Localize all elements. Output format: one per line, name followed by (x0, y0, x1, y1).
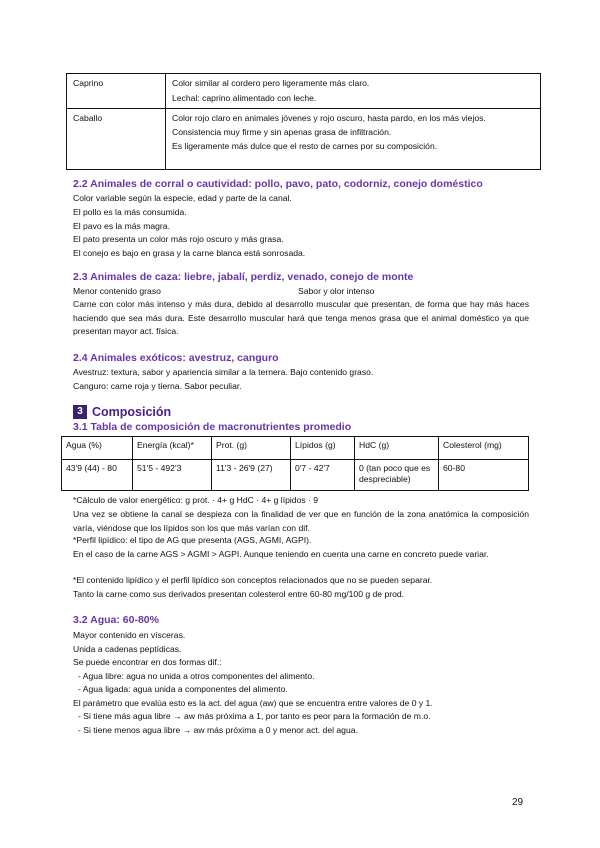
list-item: - Agua ligada: agua unida a componentes del alimento. (78, 684, 288, 694)
description-line: Es ligeramente más dulce que el resto de carnes por su composición. (172, 141, 438, 151)
description-line: Color rojo claro en animales jóvenes y rojo oscuro, hasta pardo, en los más viejos. (172, 113, 486, 123)
table-header-cell: Lípidos (g) (291, 437, 355, 460)
text-line: Avestruz: textura, sabor y apariencia similar a la ternera. Bajo contenido graso. (73, 367, 374, 377)
table-cell-description (166, 109, 541, 170)
table-cell-description (166, 74, 541, 109)
page-number: 29 (512, 797, 524, 808)
table-cell: 11'3 - 26'9 (27) (212, 460, 291, 491)
table-row (67, 109, 541, 170)
table-cell-animal: Caballo (67, 109, 166, 170)
note-line: *Cálculo de valor energético: g prot. · 4+ g HdC · 4+ g lípidos · 9 (73, 495, 319, 505)
text-line: Color variable según la especie, edad y parte de la canal. (73, 193, 292, 203)
text-line-right-column: Sabor y olor intenso (298, 286, 375, 296)
table-header-cell: Energía (kcal)* (133, 437, 212, 460)
section-2-4-heading: 2.4 Animales exóticos: avestruz, canguro (73, 352, 279, 364)
table-cell: 0 (tan poco que es despreciable) (355, 460, 439, 491)
table-cell: 51'5 - 492'3 (133, 460, 212, 491)
text-line-left-column: Menor contenido graso (73, 286, 161, 296)
note-line: Tanto la carne como sus derivados presentan colesterol entre 60-80 mg/100 g de prod. (73, 589, 405, 599)
paragraph: En el caso de la carne AGS > AGMI > AGPI. Aunque teniendo en cuenta una carne en concreto puede variar. (73, 549, 489, 559)
note-line: *El contenido lipídico y el perfil lipídico son conceptos relacionados que no se pueden separar. (73, 575, 433, 585)
list-item: - Si tiene más agua libre → aw más próxima a 1, por tanto es peor para la formación de m.o. (78, 711, 431, 721)
section-number-badge: 3 (73, 405, 87, 419)
table-header-cell: Colesterol (mg) (439, 437, 529, 460)
description-line: Color similar al cordero pero ligeramente más claro. (172, 78, 370, 88)
table-header-cell: Prot. (g) (212, 437, 291, 460)
section-3-2-heading: 3.2 Agua: 60-80% (73, 614, 159, 626)
description-line: Consistencia muy firme y sin apenas grasa de infiltración. (172, 127, 392, 137)
list-item: - Agua libre: agua no unida a otros componentes del alimento. (78, 671, 315, 681)
table-header-cell: HdC (g) (355, 437, 439, 460)
section-title: Composición (92, 405, 172, 419)
text-line: El pato presenta un color más rojo oscuro y más grasa. (73, 234, 284, 244)
section-3-heading (73, 405, 171, 419)
text-line: Unida a cadenas peptídicas. (73, 644, 182, 654)
section-2-2-heading: 2.2 Animales de corral o cautividad: pollo, pavo, pato, codorniz, conejo doméstico (73, 178, 483, 190)
paragraph: Una vez se obtiene la canal se despieza con la finalidad de ver que en función de la zona anatómica la composición varía, viéndose que los lípidos son los que más varían con dif. (73, 509, 529, 533)
meat-type-table (66, 73, 541, 170)
table-header-row (62, 437, 529, 460)
text-line: El pollo es la más consumida. (73, 207, 187, 217)
section-2-3-heading: 2.3 Animales de caza: liebre, jabalí, perdiz, venado, conejo de monte (73, 271, 414, 283)
table-row (62, 460, 529, 491)
table-cell: 43'9 (44) - 80 (62, 460, 133, 491)
paragraph: Carne con color más intenso y más dura, debido al desarrollo muscular que presentan, de forma que hay más haces haciendo que sea más dura. Este desarrollo muscular hará que tenga menos grasa que el animal doméstico ya que presentan mayor act. física. (73, 299, 529, 336)
text-line: Se puede encontrar en dos formas dif.: (73, 657, 222, 667)
table-cell: 60-80 (439, 460, 529, 491)
table-header-cell: Agua (%) (62, 437, 133, 460)
text-line: El conejo es bajo en grasa y la carne blanca está sonrosada. (73, 248, 306, 258)
text-line: Canguro: carne roja y tierna. Sabor peculiar. (73, 381, 242, 391)
table-cell: 0'7 - 42'7 (291, 460, 355, 491)
macronutrient-table (61, 436, 529, 491)
text-line: El parámetro que evalúa esto es la act. del agua (aw) que se encuentra entre valores de 0 y 1. (73, 698, 433, 708)
table-row (67, 74, 541, 109)
list-item: - Si tiene menos agua libre → aw más próxima a 0 y menor act. del agua. (78, 725, 358, 735)
note-line: *Perfil lipídico: el tipo de AG que presenta (AGS, AGMI, AGPI). (73, 535, 312, 545)
text-line: El pavo es la más magra. (73, 221, 170, 231)
text-line: Mayor contenido en vísceras. (73, 630, 186, 640)
description-line: Lechal: caprino alimentado con leche. (172, 93, 317, 103)
section-3-1-heading: 3.1 Tabla de composición de macronutrientes promedio (73, 421, 352, 433)
table-cell-animal: Caprino (67, 74, 166, 109)
